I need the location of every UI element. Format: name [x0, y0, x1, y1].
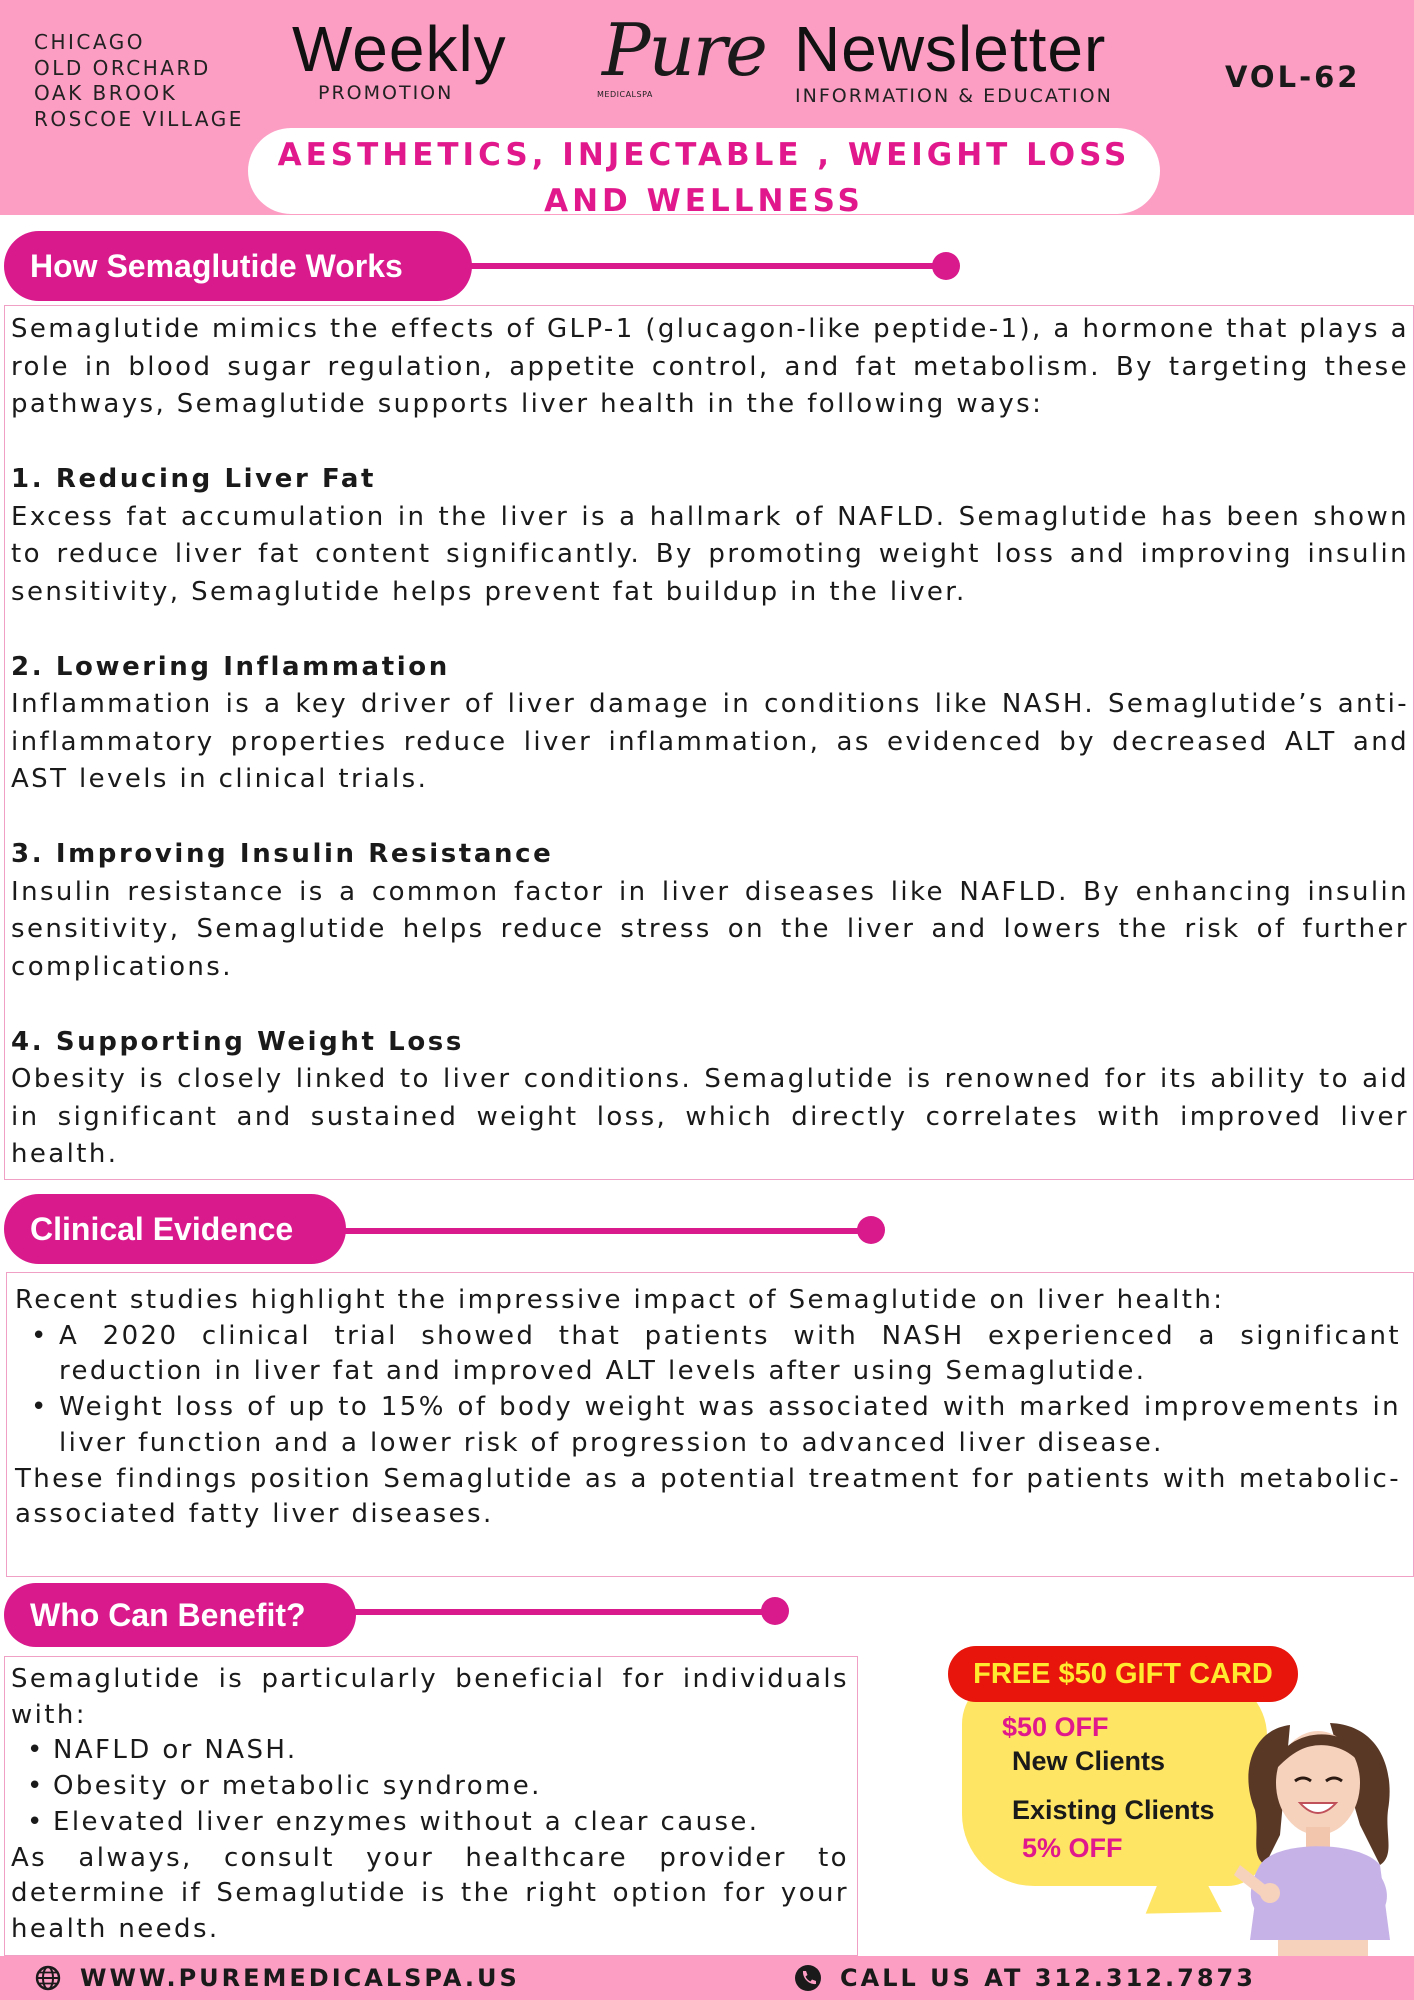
- list-item: • Obesity or metabolic syndrome.: [11, 1769, 849, 1805]
- subsection-body: Inflammation is a key driver of liver damage in conditions like NASH. Semaglutide’s anti-inflammatory properties reduce liver inflammation, as evidenced by decreased ALT and AST levels in clinical trials.: [11, 689, 1409, 794]
- section-intro: Recent studies highlight the impressive impact of Semaglutide on liver health:: [15, 1285, 1225, 1315]
- logo-word: Pure: [602, 8, 766, 92]
- gift-card-badge[interactable]: FREE $50 GIFT CARD: [948, 1646, 1298, 1702]
- volume-label: VOL-62: [1225, 60, 1361, 94]
- section-rule-dot: [761, 1597, 789, 1625]
- phone-icon: [794, 1964, 822, 1992]
- how-it-works-box: [4, 305, 1414, 1180]
- list-item: • NAFLD or NASH.: [11, 1733, 849, 1769]
- existing-clients-label: Existing Clients: [1012, 1795, 1215, 1825]
- topics-banner: [248, 128, 1160, 219]
- section-header-clinical-evidence: [4, 1194, 894, 1264]
- evidence-list: [15, 1319, 1401, 1462]
- section-rule: [334, 1228, 879, 1234]
- header: [0, 0, 1414, 219]
- section-outro: As always, consult your healthcare provider to determine if Semaglutide is the right option for your health needs.: [11, 1842, 849, 1944]
- section-header-who-can-benefit: [4, 1583, 804, 1653]
- location-item: OAK BROOK: [34, 81, 178, 105]
- location-item: OLD ORCHARD: [34, 55, 211, 80]
- subsection-body: Obesity is closely linked to liver conditions. Semaglutide is renowned for its ability to aid in significant and sustained weight loss, which directly correlates with improved liver health.: [11, 1064, 1409, 1169]
- section-header-how-it-works: [4, 231, 964, 301]
- phone-link[interactable]: [794, 1956, 1256, 2000]
- newsletter-title: Newsletter: [794, 13, 1107, 85]
- section-outro: These findings position Semaglutide as a potential treatment for patients with metabolic-associated fatty liver diseases.: [15, 1463, 1401, 1530]
- list-item: • Weight loss of up to 15% of body weight was associated with marked improvements in liver function and a lower risk of progression to advanced liver disease.: [15, 1390, 1401, 1461]
- section-rule: [459, 263, 951, 269]
- subsection-heading: 1. Reducing Liver Fat: [11, 464, 377, 494]
- section-title: Clinical Evidence: [4, 1194, 346, 1264]
- benefit-list: [11, 1733, 849, 1840]
- section-rule: [344, 1609, 774, 1615]
- globe-icon: [34, 1964, 62, 1992]
- new-clients-offer: $50 OFF: [1002, 1712, 1109, 1742]
- subsection-heading: 2. Lowering Inflammation: [11, 651, 450, 682]
- promotion-label: PROMOTION: [318, 82, 454, 104]
- new-clients-label: New Clients: [1012, 1746, 1166, 1776]
- location-item: ROSCOE VILLAGE: [34, 106, 244, 131]
- subsection-heading: 4. Supporting Weight Loss: [11, 1026, 464, 1057]
- section-intro: Semaglutide mimics the effects of GLP-1 (glucagon-like peptide-1), a hormone that plays a role in blood sugar regulation, appetite control, and fat metabolism. By targeting these pathways, Semaglutide supports liver health in the following ways:: [11, 314, 1409, 419]
- list-item: • Elevated liver enzymes without a clear cause.: [11, 1805, 849, 1841]
- subsection-body: Excess fat accumulation in the liver is a hallmark of NAFLD. Semaglutide has been shown to reduce liver fat content significantly. By promoting weight loss and improving insulin sensitivity, Semaglutide helps prevent fat buildup in the liver.: [11, 501, 1409, 607]
- info-education-label: INFORMATION & EDUCATION: [795, 85, 1113, 107]
- website-link[interactable]: [34, 1956, 520, 2000]
- website-text: WWW.PUREMEDICALSPA.US: [80, 1964, 520, 1992]
- who-can-benefit-box: [4, 1656, 858, 1956]
- existing-clients-offer: 5% OFF: [1022, 1833, 1123, 1863]
- weekly-title: Weekly: [292, 13, 507, 85]
- banner-line: AND WELLNESS: [544, 183, 864, 219]
- section-title: How Semaglutide Works: [4, 231, 472, 301]
- section-rule-dot: [932, 252, 960, 280]
- section-intro: Semaglutide is particularly beneficial for individuals with:: [11, 1664, 849, 1730]
- footer: [0, 1956, 1414, 2000]
- pure-logo: [592, 8, 766, 126]
- smiling-woman-illustration: [1220, 1715, 1414, 1960]
- banner-line: AESTHETICS, INJECTABLE , WEIGHT LOSS: [277, 137, 1131, 173]
- subsection-heading: 3. Improving Insulin Resistance: [11, 839, 554, 869]
- clinical-evidence-box: [6, 1272, 1414, 1577]
- subsection-body: Insulin resistance is a common factor in liver diseases like NAFLD. By enhancing insulin sensitivity, Semaglutide helps reduce stress on the liver and lowers the risk of further complications.: [11, 876, 1409, 982]
- location-item: CHICAGO: [34, 30, 145, 54]
- section-rule-dot: [857, 1216, 885, 1244]
- list-item: • A 2020 clinical trial showed that patients with NASH experienced a significant reduction in liver fat and improved ALT levels after using Semaglutide.: [15, 1319, 1401, 1390]
- section-title: Who Can Benefit?: [4, 1583, 356, 1647]
- locations-list: [34, 30, 244, 132]
- logo-subtitle: MEDICALSPA: [597, 90, 653, 99]
- promo-block: [940, 1640, 1414, 1960]
- phone-text: CALL US AT 312.312.7873: [840, 1964, 1256, 1992]
